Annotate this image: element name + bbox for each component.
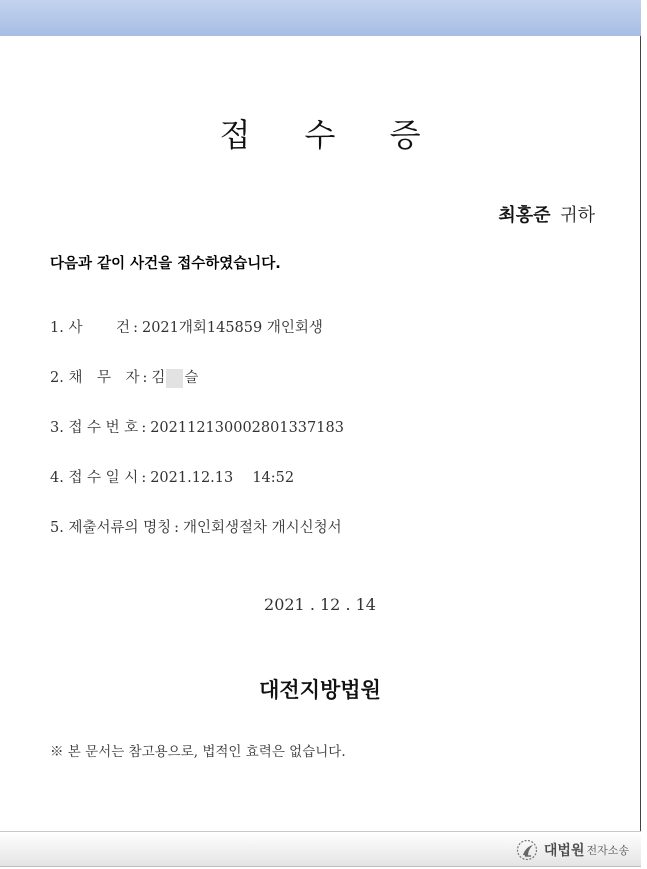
disclaimer-note: ※ 본 문서는 참고용으로, 법적인 효력은 없습니다. [50,744,346,760]
title-char: 수 [304,116,336,154]
item-label: 1. 사 건 [50,320,131,336]
court-emblem-icon [516,839,540,861]
item-label: 5. 제출서류의 명칭 [50,520,172,536]
recipient [498,201,595,227]
logo-sub-text: 전자소송 [586,844,629,857]
logo-main-text: 대법원 [543,843,585,859]
item-document-name: 5. 제출서류의 명칭 : 개인회생절차 개시신청서 [50,516,342,537]
redaction-block [166,369,183,388]
intro-text: 다음과 같이 사건을 접수하였습니다. [50,256,281,272]
top-toolbar [0,0,641,37]
item-receipt-datetime: 4. 접 수 일 시 : 2021.12.13 14:52 [50,466,294,487]
item-label: 3. 접 수 번 호 [50,420,139,436]
item-value: 개인회생절차 개시신청서 [183,520,342,536]
document-title [0,110,640,156]
item-debtor: 2. 채 무 자 : 김 슬 [50,366,198,388]
item-label: 2. 채 무 자 [50,370,140,386]
ecourt-logo [516,839,629,861]
item-value: 2021개회145859 개인회생 [141,320,323,336]
recipient-suffix: 귀하 [560,205,595,226]
item-case: 1. 사 건 : 2021개회145859 개인회생 [50,316,323,337]
item-label: 4. 접 수 일 시 [50,470,139,486]
title-char: 접 [219,116,251,154]
debtor-name-first: 김 [151,370,166,386]
court-name: 대전지방법원 [259,678,381,702]
document-date: 2021 . 12 . 14 [264,595,376,614]
item-value: 2021.12.13 14:52 [150,470,295,486]
item-value: 20211213000280133718​3 [150,420,344,436]
title-char: 증 [389,116,421,154]
recipient-name: 최홍준 [498,205,551,226]
item-receipt-number: 3. 접 수 번 호 : 20211213000280133718​3 [50,416,344,437]
debtor-name-last: 슬 [184,370,199,386]
